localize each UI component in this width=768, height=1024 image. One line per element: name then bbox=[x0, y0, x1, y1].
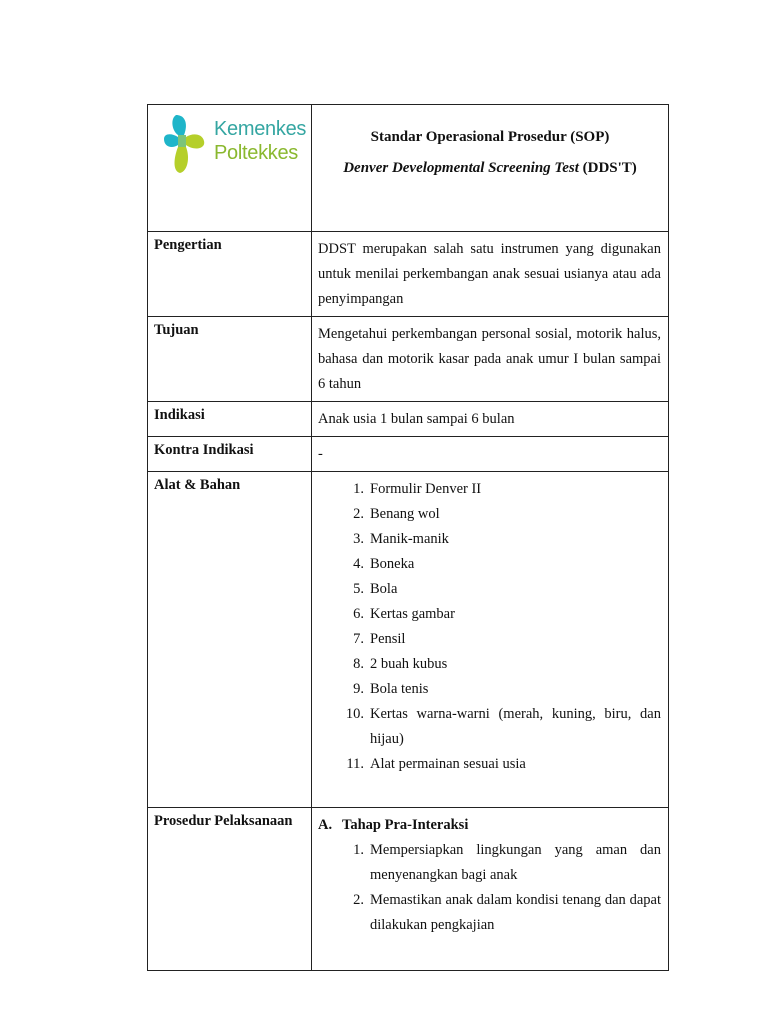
list-item-text: Pensil bbox=[370, 631, 406, 647]
list-item bbox=[318, 752, 661, 777]
list-item-number: 3. bbox=[353, 531, 364, 547]
sop-subtitle-italic: Denver Developmental Screening Test bbox=[343, 160, 579, 176]
sop-table bbox=[147, 104, 669, 971]
list-item bbox=[318, 527, 661, 552]
list-item-number: 2. bbox=[353, 892, 364, 908]
prosedur-list bbox=[318, 838, 661, 938]
list-item bbox=[318, 602, 661, 627]
logo-line-1: Kemenkes bbox=[214, 118, 307, 140]
value-tujuan: Mengetahui perkembangan personal sosial, motorik halus, bahasa dan motorik kasar pada anak umur I bulan sampai 6 tahun bbox=[312, 317, 669, 402]
value-indikasi: Anak usia 1 bulan sampai 6 bulan bbox=[312, 402, 669, 437]
row-tujuan bbox=[148, 317, 669, 402]
row-alat-bahan bbox=[148, 472, 669, 808]
label-kontra-indikasi: Kontra Indikasi bbox=[148, 437, 312, 472]
list-item-number: 4. bbox=[353, 556, 364, 572]
list-item-number: 1. bbox=[353, 481, 364, 497]
label-indikasi: Indikasi bbox=[148, 402, 312, 437]
list-item-number: 9. bbox=[353, 681, 364, 697]
label-pengertian: Pengertian bbox=[148, 232, 312, 317]
list-item-text: Kertas warna-warni (merah, kuning, biru, dan hijau) bbox=[370, 706, 661, 747]
list-item-text: Mempersiapkan lingkungan yang aman dan menyenangkan bagi anak bbox=[370, 842, 661, 883]
label-tujuan: Tujuan bbox=[148, 317, 312, 402]
list-item bbox=[318, 577, 661, 602]
logo-cross-icon bbox=[162, 113, 208, 177]
value-pengertian: DDST merupakan salah satu instrumen yang digunakan untuk menilai perkembangan anak sesuai usianya atau ada penyimpangan bbox=[312, 232, 669, 317]
list-item-number: 7. bbox=[353, 631, 364, 647]
list-item-text: Benang wol bbox=[370, 506, 440, 522]
list-item-text: 2 buah kubus bbox=[370, 656, 448, 672]
list-item-text: Alat permainan sesuai usia bbox=[370, 756, 526, 772]
label-prosedur: Prosedur Pelaksanaan bbox=[148, 808, 312, 971]
list-item bbox=[318, 888, 661, 938]
section-title: Tahap Pra-Interaksi bbox=[342, 817, 469, 833]
list-item-number: 6. bbox=[353, 606, 364, 622]
value-kontra-indikasi: - bbox=[312, 437, 669, 472]
list-item bbox=[318, 502, 661, 527]
list-item-number: 2. bbox=[353, 506, 364, 522]
row-indikasi bbox=[148, 402, 669, 437]
list-item-number: 11. bbox=[346, 756, 364, 772]
list-item bbox=[318, 838, 661, 888]
logo-text bbox=[214, 117, 306, 165]
list-item bbox=[318, 702, 661, 752]
list-item-text: Bola tenis bbox=[370, 681, 429, 697]
list-item bbox=[318, 477, 661, 502]
list-item-text: Kertas gambar bbox=[370, 606, 455, 622]
list-item-text: Memastikan anak dalam kondisi tenang dan dapat dilakukan pengkajian bbox=[370, 892, 661, 933]
section-letter: A. bbox=[318, 817, 333, 833]
list-item-text: Formulir Denver II bbox=[370, 481, 482, 497]
value-prosedur bbox=[312, 808, 669, 971]
row-kontra-indikasi bbox=[148, 437, 669, 472]
list-item-number: 8. bbox=[353, 656, 364, 672]
alat-bahan-list bbox=[318, 477, 661, 777]
logo-line-2: Poltekkes bbox=[214, 142, 299, 164]
kemenkes-logo bbox=[162, 113, 307, 173]
list-item-number: 1. bbox=[353, 842, 364, 858]
list-item bbox=[318, 652, 661, 677]
sop-subtitle-abbr: (DDS'T) bbox=[582, 160, 637, 176]
value-alat-bahan bbox=[312, 472, 669, 808]
list-item-number: 5. bbox=[353, 581, 364, 597]
sop-title: Standar Operasional Prosedur (SOP) bbox=[370, 129, 610, 145]
list-item bbox=[318, 677, 661, 702]
section-heading bbox=[318, 813, 661, 838]
list-item-text: Manik-manik bbox=[370, 531, 449, 547]
title-cell bbox=[312, 105, 669, 232]
row-prosedur bbox=[148, 808, 669, 971]
list-item-text: Bola bbox=[370, 581, 398, 597]
row-pengertian bbox=[148, 232, 669, 317]
list-item bbox=[318, 552, 661, 577]
list-item bbox=[318, 627, 661, 652]
sop-subtitle bbox=[312, 160, 668, 177]
header-row bbox=[148, 105, 669, 232]
list-item-number: 10. bbox=[345, 706, 364, 722]
logo-cell bbox=[148, 105, 312, 232]
label-alat-bahan: Alat & Bahan bbox=[148, 472, 312, 808]
list-item-text: Boneka bbox=[370, 556, 415, 572]
